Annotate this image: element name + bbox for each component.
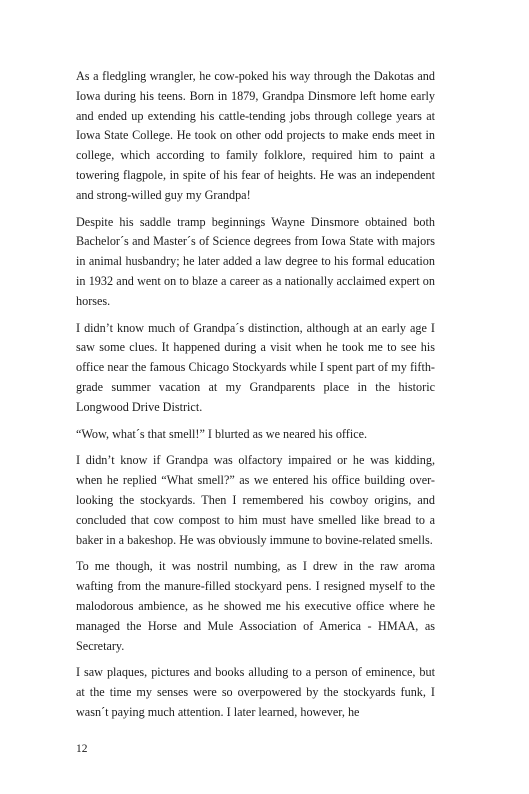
paragraph-olfactory: I didn’t know if Grandpa was olfactory impaired or he was kidding, when he replied “What smell?” as we entered his office building over-looking the stockyards. Then I remembered his cowboy origins, and concluded that cow compost to him must have smelled like bread to a baker in a bakeshop. He was obviously immune to bovine-related smells.: [76, 453, 435, 547]
page-number: 12: [76, 743, 88, 755]
paragraph-degrees: Despite his saddle tramp beginnings Wayne Dinsmore obtained both Bachelor´s and Master´s of Science degrees from Iowa State with majors in animal husbandry; he later added a law degree to his formal education in 1932 and went on to blaze a career as a nationally acclaimed expert on horses.: [76, 214, 435, 308]
paragraph-wrangler: As a fledgling wrangler, he cow-poked his way through the Dakotas and Iowa during his teens. Born in 1879, Grandpa Dinsmore left home early and ended up extending his cattle-tending jobs through college years at Iowa State College. He took on other odd projects to make ends meet in college, which according to family folklore, required him to paint a towering flagpole, in spite of his fear of heights. He was an independent and strong-willed guy my Grandpa!: [76, 69, 435, 202]
paragraph-smell-quote: “Wow, what´s that smell!” I blurted as we neared his office.: [76, 426, 368, 441]
paragraph-nostril: To me though, it was nostril numbing, as I drew in the raw aroma wafting from the manure-filled stockyard pens. I resigned myself to the malodorous ambience, as he showed me his executive office where he managed the Horse and Mule Association of America - HMAA, as Secretary.: [76, 559, 435, 653]
paragraph-plaques: I saw plaques, pictures and books alluding to a person of eminence, but at the time my senses were so overpowered by the stockyards funk, I wasn´t paying much attention. I later learned, however, he: [76, 665, 435, 719]
book-page-body: [76, 67, 435, 730]
paragraph-office-visit: I didn’t know much of Grandpa´s distinction, although at an early age I saw some clues. It happened during a visit when he took me to see his office near the famous Chicago Stockyards while I spent part of my fifth-grade summer vacation at my Grandparents place in the historic Longwood Drive District.: [76, 320, 435, 414]
